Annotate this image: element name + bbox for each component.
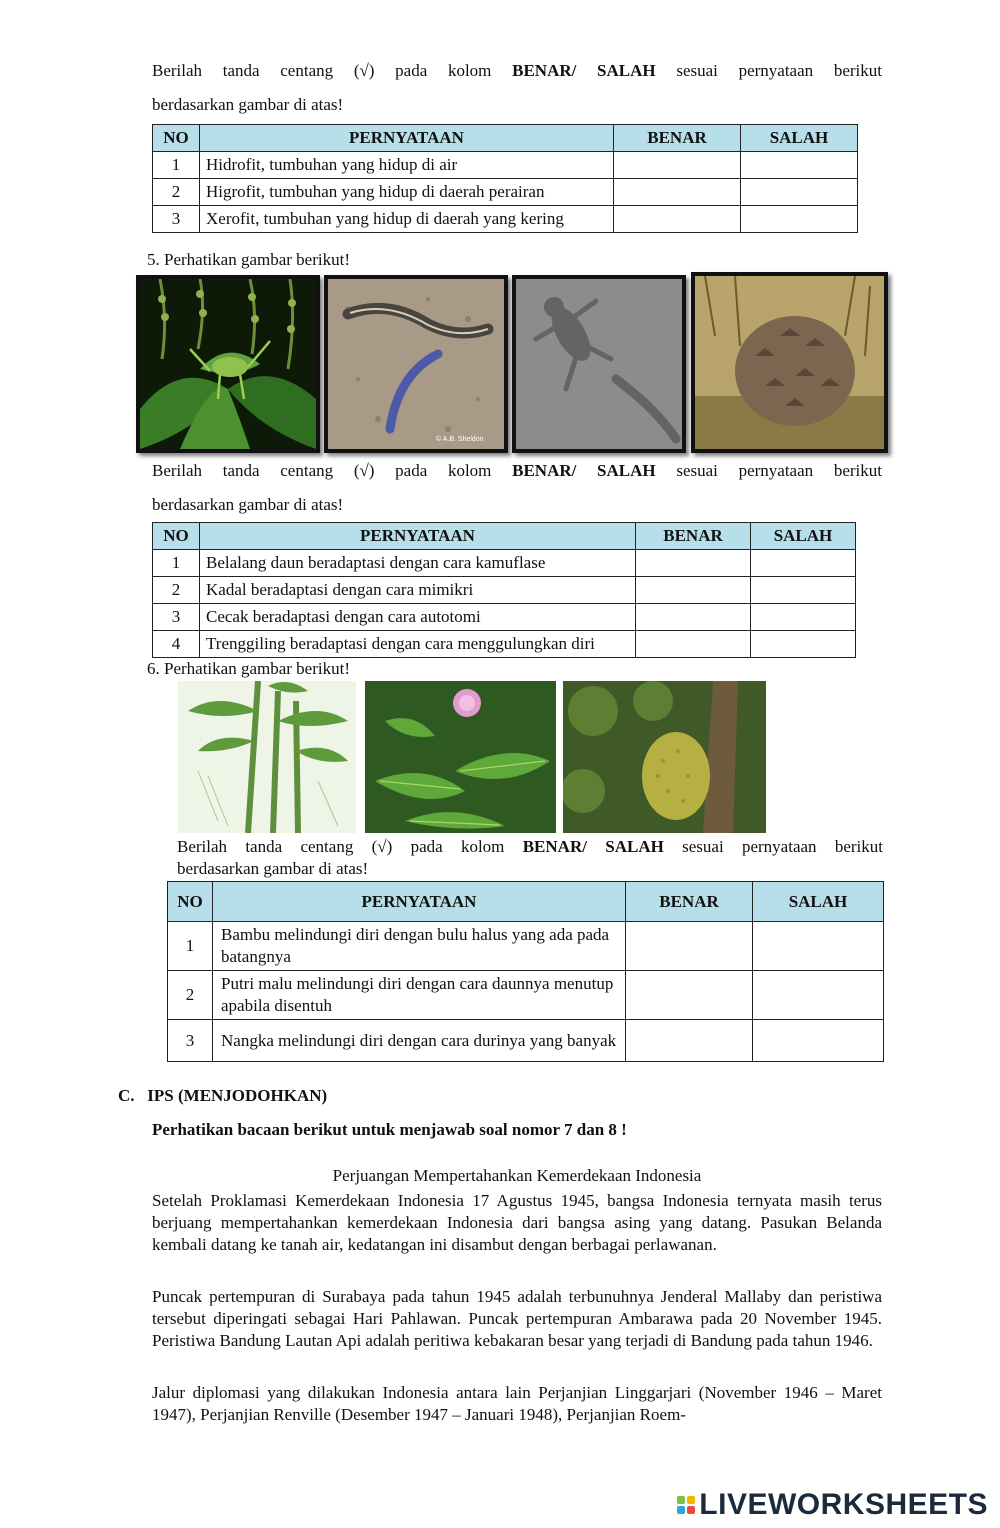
answer-cell-false[interactable] <box>753 971 884 1020</box>
gecko-photo <box>512 275 686 453</box>
answer-cell-false[interactable] <box>741 206 858 233</box>
answer-cell-true[interactable] <box>636 604 751 631</box>
col-false: SALAH <box>753 882 884 922</box>
table-row: 1 Bambu melindungi diri dengan bulu halus yang ada pada batangnya <box>168 922 884 971</box>
answer-cell-true[interactable] <box>614 179 741 206</box>
col-no: NO <box>153 523 200 550</box>
table-row: 3 Cecak beradaptasi dengan cara autotomi <box>153 604 856 631</box>
answer-cell-false[interactable] <box>741 179 858 206</box>
col-true: BENAR <box>636 523 751 550</box>
col-statement: PERNYATAAN <box>213 882 626 922</box>
answer-cell-false[interactable] <box>751 550 856 577</box>
jackfruit-photo <box>563 681 766 833</box>
section-c-subheading: Perhatikan bacaan berikut untuk menjawab soal nomor 7 dan 8 ! <box>152 1120 627 1139</box>
liveworksheets-logo[interactable]: LIVEWORKSHEETS <box>677 1488 988 1522</box>
reading-paragraph-1: Setelah Proklamasi Kemerdekaan Indonesia 17 Agustus 1945, bangsa Indonesia ternyata masih terus berjuang mempertahankan kemerdekaan Indonesia dari bangsa asing yang datang. Pasukan Belanda kembali datang ke tanah air, kedatangan ini disambut dengan berbagai perlawanan. <box>152 1191 882 1254</box>
table-row: 2 Higrofit, tumbuhan yang hidup di daerah perairan <box>153 179 858 206</box>
q6-instruction-line2: berdasarkan gambar di atas! <box>177 859 369 878</box>
sec4-instruction-line2: berdasarkan gambar di atas! <box>152 95 344 114</box>
q5-instruction-line1: Berilah tanda centang (√) pada kolom BENAR/ SALAH sesuai pernyataan berikut <box>152 461 882 480</box>
sec4-table <box>152 124 858 233</box>
answer-cell-true[interactable] <box>614 206 741 233</box>
answer-cell-true[interactable] <box>626 922 753 971</box>
reading-paragraph-2: Puncak pertempuran di Surabaya pada tahun 1945 adalah terbunuhnya Jenderal Mallaby dan peristiwa tersebut diperingati sebagai Hari Pahlawan. Puncak pertempuran Ambarawa pada 20 November 1945. Peristiwa Bandung Lautan Api adalah peritiwa kebakaran besar yang terjadi di Bandung pada tahun 1946. <box>152 1287 882 1350</box>
sec4-instruction-line1: Berilah tanda centang (√) pada kolom BENAR/ SALAH sesuai pernyataan berikut <box>152 61 882 80</box>
col-false: SALAH <box>741 125 858 152</box>
leaf-grasshopper-photo <box>136 275 320 453</box>
col-true: BENAR <box>626 882 753 922</box>
bamboo-illustration <box>178 681 356 833</box>
logo-icon <box>677 1496 695 1514</box>
col-statement: PERNYATAAN <box>200 125 614 152</box>
section-c-heading: C. IPS (MENJODOHKAN) <box>118 1086 328 1105</box>
pangolin-photo <box>691 272 888 453</box>
q5-instruction-line2: berdasarkan gambar di atas! <box>152 495 344 514</box>
table-row: 3 Xerofit, tumbuhan yang hidup di daerah yang kering <box>153 206 858 233</box>
table-row: 2 Kadal beradaptasi dengan cara mimikri <box>153 577 856 604</box>
photo-credit: © A.B. Sheldon <box>436 436 484 443</box>
answer-cell-false[interactable] <box>741 152 858 179</box>
table-row: 4 Trenggiling beradaptasi dengan cara menggulungkan diri <box>153 631 856 658</box>
reading-paragraph-3: Jalur diplomasi yang dilakukan Indonesia antara lain Perjanjian Linggarjari (November 1946 – Maret 1947), Perjanjian Renville (Desember 1947 – Januari 1948), Perjanjian Roem- <box>152 1383 882 1424</box>
answer-cell-true[interactable] <box>636 631 751 658</box>
answer-cell-false[interactable] <box>751 577 856 604</box>
table-row: 1 Hidrofit, tumbuhan yang hidup di air <box>153 152 858 179</box>
table-row: 2 Putri malu melindungi diri dengan cara daunnya menutup apabila disentuh <box>168 971 884 1020</box>
answer-cell-false[interactable] <box>753 1020 884 1062</box>
lizard-photo <box>324 275 508 453</box>
answer-cell-true[interactable] <box>626 1020 753 1062</box>
answer-cell-true[interactable] <box>636 550 751 577</box>
table-row: 3 Nangka melindungi diri dengan cara durinya yang banyak <box>168 1020 884 1062</box>
col-statement: PERNYATAAN <box>200 523 636 550</box>
answer-cell-true[interactable] <box>614 152 741 179</box>
table-row: 1 Belalang daun beradaptasi dengan cara kamuflase <box>153 550 856 577</box>
answer-cell-false[interactable] <box>751 604 856 631</box>
answer-cell-false[interactable] <box>753 922 884 971</box>
col-no: NO <box>153 125 200 152</box>
col-true: BENAR <box>614 125 741 152</box>
answer-cell-true[interactable] <box>636 577 751 604</box>
col-false: SALAH <box>751 523 856 550</box>
q6-instruction-line1: Berilah tanda centang (√) pada kolom BENAR/ SALAH sesuai pernyataan berikut <box>177 837 883 856</box>
mimosa-photo <box>365 681 556 833</box>
reading-title: Perjuangan Mempertahankan Kemerdekaan Indonesia <box>332 1166 702 1185</box>
q6-title: 6. Perhatikan gambar berikut! <box>147 659 350 678</box>
answer-cell-true[interactable] <box>626 971 753 1020</box>
q5-title: 5. Perhatikan gambar berikut! <box>147 250 350 269</box>
q6-table <box>167 881 884 1062</box>
q5-table <box>152 522 856 658</box>
answer-cell-false[interactable] <box>751 631 856 658</box>
col-no: NO <box>168 882 213 922</box>
